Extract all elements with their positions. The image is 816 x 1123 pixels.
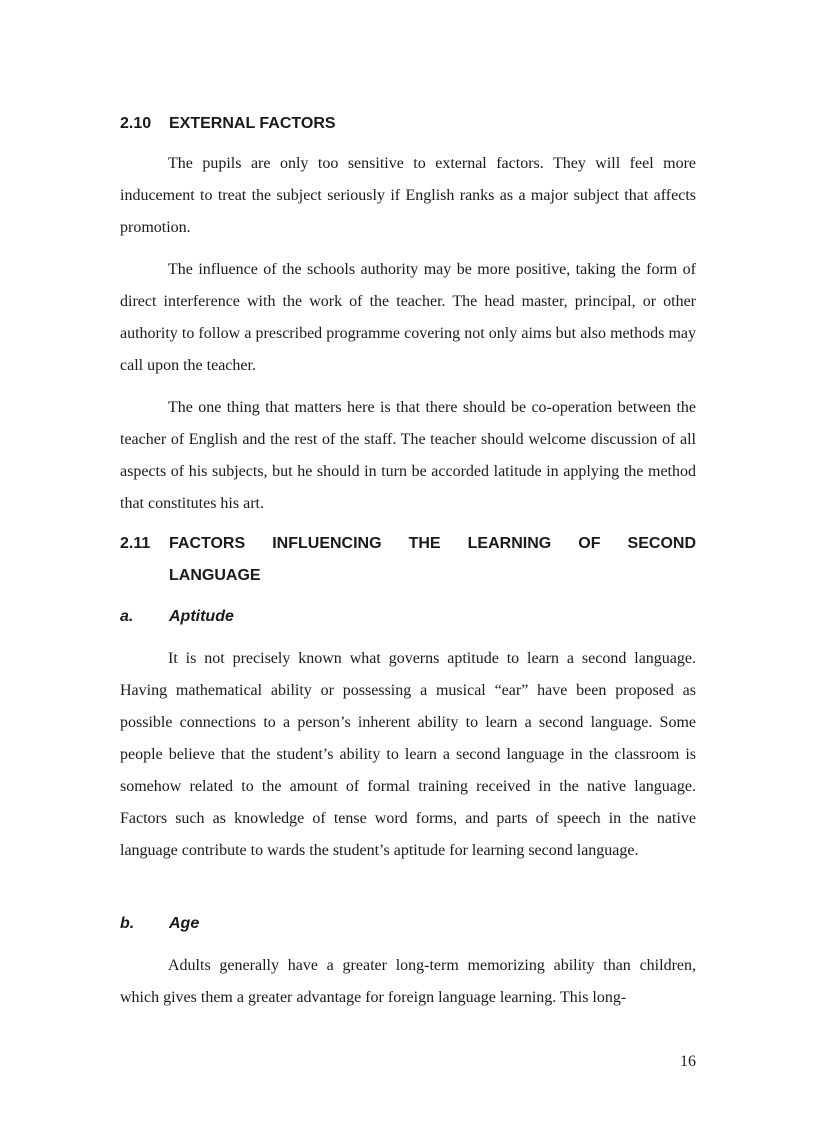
subheading-aptitude bbox=[120, 605, 696, 629]
subheading-title: Age bbox=[169, 915, 200, 932]
section-number: 2.11 bbox=[120, 535, 151, 552]
section-title-line-1: FACTORS INFLUENCING THE LEARNING OF SECOND bbox=[169, 535, 696, 552]
section-heading-2-10 bbox=[120, 108, 696, 140]
page-number: 16 bbox=[680, 1053, 696, 1070]
section-heading-2-11 bbox=[120, 528, 696, 592]
subheading-age bbox=[120, 912, 696, 936]
section-title-line-2: LANGUAGE bbox=[169, 567, 261, 584]
paragraph-age: Adults generally have a greater long-term memorizing ability than children, which gives them a greater advantage for foreign language learning. This long- bbox=[120, 957, 696, 1006]
subheading-letter: a. bbox=[120, 608, 134, 625]
paragraph-external-3: The one thing that matters here is that there should be co-operation between the teacher of English and the rest of the staff. The teacher should welcome discussion of all aspects of his subjects, but he should in turn be accorded latitude in applying the method that constitutes his art. bbox=[120, 399, 696, 512]
section-number: 2.10 bbox=[120, 115, 152, 132]
paragraph-external-2: The influence of the schools authority may be more positive, taking the form of direct interference with the work of the teacher. The head master, principal, or other authority to follow a prescribed programme covering not only aims but also methods may call upon the teacher. bbox=[120, 261, 696, 374]
subheading-title: Aptitude bbox=[169, 608, 234, 625]
section-title: EXTERNAL FACTORS bbox=[169, 115, 336, 132]
paragraph-aptitude: It is not precisely known what governs aptitude to learn a second language. Having mathematical ability or possessing a musical “ear” have been proposed as possible connections to a person’s inherent ability to learn a second language. Some people believe that the student’s ability to learn a second language in the classroom is somehow related to the amount of formal training received in the native language. Factors such as knowledge of tense word forms, and parts of speech in the native language contribute to wards the student’s aptitude for learning second language. bbox=[120, 650, 696, 859]
subheading-letter: b. bbox=[120, 915, 135, 932]
paragraph-external-1: The pupils are only too sensitive to external factors. They will feel more inducement to treat the subject seriously if English ranks as a major subject that affects promotion. bbox=[120, 155, 696, 236]
